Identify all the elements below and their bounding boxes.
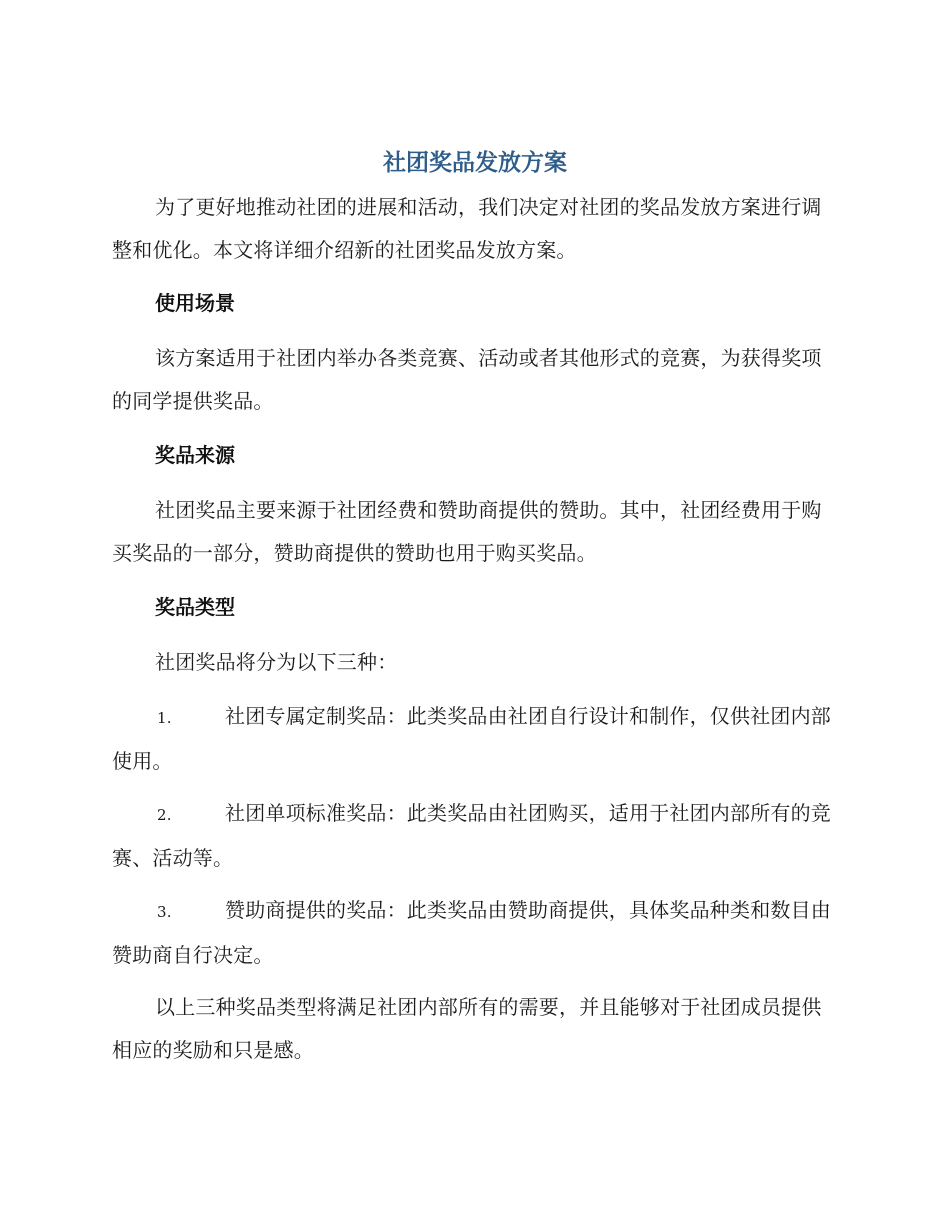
conclusion-paragraph: 以上三种奖品类型将满足社团内部所有的需要，并且能够对于社团成员提供相应的奖励和只是感。 [112,995,822,1062]
section-body-types: 社团奖品将分为以下三种： [155,650,398,674]
list-item [112,889,834,977]
section-body-source: 社团奖品主要来源于社团经费和赞助商提供的赞助。其中，社团经费用于购买奖品的一部分，赞助商提供的赞助也用于购买奖品。 [112,498,822,565]
list-item-number: 3. [157,903,172,921]
section-heading-usage: 使用场景 [155,291,235,315]
list-item-number: 1. [157,709,172,727]
list-item [112,695,834,783]
intro-paragraph: 为了更好地推动社团的进展和活动，我们决定对社团的奖品发放方案进行调整和优化。本文将详细介绍新的社团奖品发放方案。 [112,195,822,262]
section-heading-source: 奖品来源 [155,443,235,467]
section-body-usage: 该方案适用于社团内举办各类竞赛、活动或者其他形式的竞赛，为获得奖项的同学提供奖品。 [112,346,822,413]
list-item [112,792,834,880]
list-item-text: 社团专属定制奖品：此类奖品由社团自行设计和制作，仅供社团内部使用。 [112,704,831,773]
list-item-text: 赞助商提供的奖品：此类奖品由赞助商提供，具体奖品种类和数目由赞助商自行决定。 [112,898,831,967]
section-heading-types: 奖品类型 [155,595,235,619]
list-item-number: 2. [157,806,172,824]
list-item-text: 社团单项标准奖品：此类奖品由社团购买，适用于社团内部所有的竞赛、活动等。 [112,801,831,870]
document-title: 社团奖品发放方案 [383,150,567,176]
